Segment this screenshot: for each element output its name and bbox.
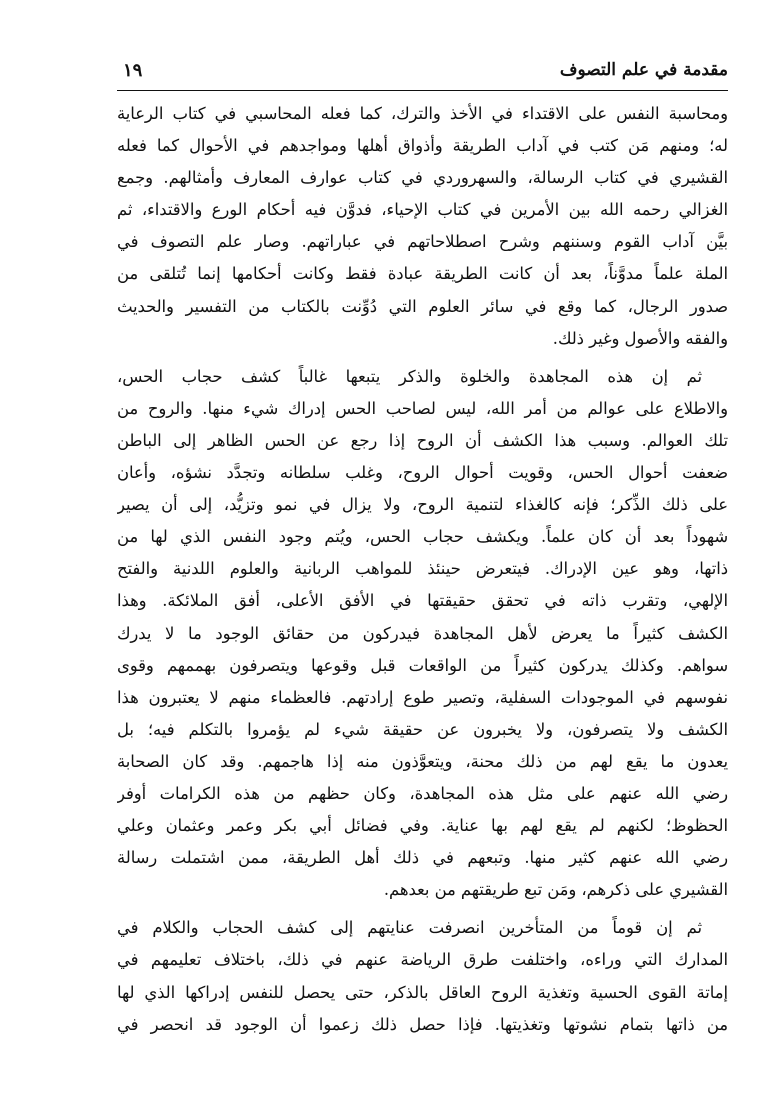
text-line: القشيري على ذكرهم، ومَن تبع طريقتهم من بعدهم. bbox=[383, 880, 728, 900]
text-line: بيَّن آداب القوم وسننهم وشرح اصطلاحاتهم في عباراتهم. وصار علم التصوف في bbox=[117, 232, 728, 252]
text-line: يعدون ما يقع لهم من ذلك محنة، ويتعوَّذون منه إذا هاجمهم. وقد كان الصحابة bbox=[117, 751, 728, 771]
paragraph-3 bbox=[117, 912, 728, 1040]
text-line: الإلهي، وتقرب ذاته في تحقق حقيقتها في الأفق الأعلى، أفق الملائكة. وهذا bbox=[117, 591, 728, 611]
text-line: المدارك التي وراءه، واختلفت طرق الرياضة عنهم في ذلك، باختلاف تعليمهم في bbox=[117, 950, 728, 970]
text-line: ثم إن هذه المجاهدة والخلوة والذكر يتبعها غالباً كشف حجاب الحس، bbox=[117, 366, 702, 386]
running-header bbox=[117, 56, 728, 91]
text-line: له؛ ومنهم مَن كتب في آداب الطريقة وأذواق أهلها ومواجدهم في الأحوال كما فعله bbox=[117, 136, 728, 156]
text-line: من ذاتها بتمام نشوتها وتغذيتها. فإذا حصل ذلك زعموا أن الوجود قد انحصر في bbox=[117, 1014, 728, 1034]
text-line: الكشف كثيراً ما يعرض لأهل المجاهدة فيدركون من حقائق الوجود ما لا يدرك bbox=[117, 623, 728, 643]
paragraph-2 bbox=[117, 361, 728, 907]
text-line: الكشف ولا يتصرفون، ولا يخبرون عن حقيقة شيء لم يؤمروا بالتكلم فيه؛ بل bbox=[117, 719, 728, 739]
text-line: نفوسهم في الموجودات السفلية، وتصير طوع إرادتهم. فالعظماء منهم لا يعتبرون هذا bbox=[117, 687, 728, 707]
text-line: والفقه والأصول وغير ذلك. bbox=[552, 328, 728, 348]
page-number: ١٩ bbox=[123, 60, 143, 81]
text-line: ثم إن قوماً من المتأخرين انصرفت عنايتهم إلى كشف الحجاب والكلام في bbox=[117, 918, 702, 938]
running-title: مقدمة في علم التصوف bbox=[559, 60, 728, 80]
text-line: رضي الله عنهم على مثل هذه المجاهدة، وكان حظهم من هذه الكرامات أوفر bbox=[117, 783, 728, 803]
text-line: رضي الله عنهم كثير منها. وتبعهم في ذلك أهل الطريقة، ممن اشتملت رسالة bbox=[117, 848, 728, 868]
text-line: تلك العوالم. وسبب هذا الكشف أن الروح إذا رجع عن الحس الظاهر إلى الباطن bbox=[117, 430, 728, 450]
text-line: ذاتها، وهو عين الإدراك. فيتعرض حينئذ للمواهب الربانية والعلوم اللدنية والفتح bbox=[117, 559, 728, 579]
text-line: صدور الرجال، كما وقع في سائر العلوم التي دُوِّنت بالكتاب من التفسير والحديث bbox=[117, 296, 728, 316]
text-line: على ذلك الذِّكر؛ فإنه كالغذاء لتنمية الروح، ولا يزال في نمو وتزيُّد، إلى أن يصير bbox=[117, 495, 728, 515]
paragraph-1 bbox=[117, 98, 728, 355]
text-line: ومحاسبة النفس على الاقتداء في الأخذ والترك، كما فعله المحاسبي في كتاب الرعاية bbox=[117, 104, 728, 123]
text-line: سواهم. وكذلك يدركون كثيراً من الواقعات قبل وقوعها ويتصرفون بهممهم وقوى bbox=[117, 655, 728, 675]
text-line: الغزالي رحمه الله بين الأمرين في كتاب الإحياء، فدوَّن فيه أحكام الورع والاقتداء، ثم bbox=[117, 200, 728, 220]
text-line: شهوداً بعد أن كان علماً. ويكشف حجاب الحس، ويُتم وجود النفس الذي لها من bbox=[117, 527, 728, 547]
text-line: الملة علماً مدوَّناً، بعد أن كانت الطريقة عبادة فقط وكانت أحكامها إنما تُتلقى من bbox=[117, 264, 728, 284]
text-line: ضعفت أحوال الحس، وقويت أحوال الروح، وغلب سلطانه وتجدَّد نشؤه، وأعان bbox=[117, 463, 728, 483]
text-line: القشيري في كتاب الرسالة، والسهروردي في كتاب عوارف المعارف وأمثالهم. وجمع bbox=[117, 168, 728, 188]
text-line: إماتة القوى الحسية وتغذية الروح العاقل بالذكر، حتى يحصل للنفس إدراكها الذي لها bbox=[117, 982, 728, 1002]
text-line: الحظوظ؛ لكنهم لم يقع لهم بها عناية. وفي فضائل أبي بكر وعمر وعثمان وعلي bbox=[117, 816, 728, 836]
text-line: والاطلاع على عوالم من أمر الله، ليس لصاحب الحس إدراك شيء منها. والروح من bbox=[117, 398, 728, 418]
body-text bbox=[117, 98, 728, 1041]
